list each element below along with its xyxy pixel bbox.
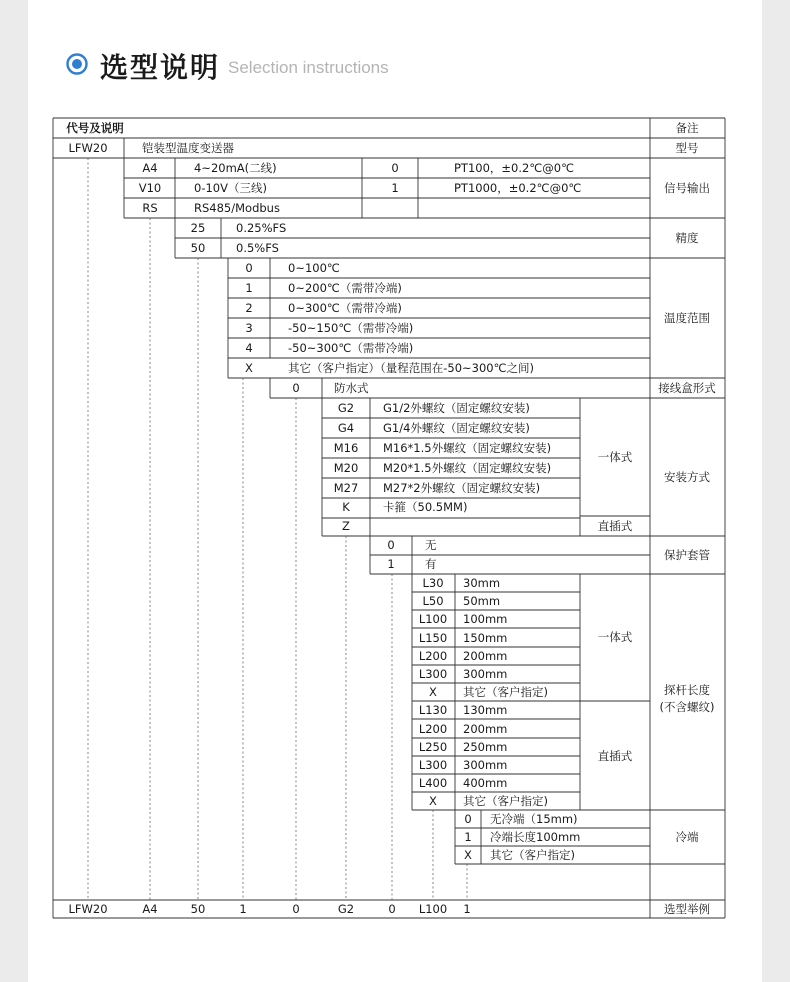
probe-code: L300 — [418, 667, 448, 681]
sleeve-code: 1 — [387, 557, 395, 571]
probe-note-sub: (不含螺纹) — [659, 700, 715, 714]
mounting-note: 安装方式 — [664, 470, 710, 484]
probe-desc: 其它（客户指定) — [463, 685, 548, 699]
probe-desc: 100mm — [463, 612, 508, 626]
mounting-desc: G1/2外螺纹（固定螺纹安装) — [383, 401, 530, 415]
page-title: 选型说明 — [100, 51, 221, 84]
temp-range-desc: 其它（客户指定）（量程范围在-50~300℃之间) — [288, 361, 535, 375]
temp-range-note: 温度范围 — [664, 311, 710, 325]
temp-range-code: 0 — [245, 261, 253, 275]
probe-group-integral: 一体式 — [597, 630, 633, 644]
probe-desc: 150mm — [463, 631, 508, 645]
accuracy-note: 精度 — [675, 231, 699, 245]
temp-range-desc: 0~200℃（需带冷端) — [288, 281, 402, 295]
temp-range-desc: -50~300℃（需带冷端) — [288, 341, 414, 355]
junction-box-desc: 防水式 — [334, 381, 369, 395]
mounting-desc: M16*1.5外螺纹（固定螺纹安装) — [383, 441, 552, 455]
cold-end-desc: 其它（客户指定) — [490, 848, 575, 862]
accuracy-code: 25 — [190, 221, 206, 235]
probe-desc: 400mm — [463, 776, 508, 790]
example-value: A4 — [142, 902, 158, 916]
column-header-code: 代号及说明 — [66, 121, 124, 135]
probe-group-insert: 直插式 — [597, 749, 633, 763]
probe-desc: 30mm — [463, 576, 501, 590]
mounting-desc: M27*2外螺纹（固定螺纹安装) — [383, 481, 541, 495]
signal-note: 信号输出 — [664, 181, 710, 195]
mounting-desc: 卡箍（50.5MM) — [383, 500, 468, 514]
mounting-desc: G1/4外螺纹（固定螺纹安装) — [383, 421, 530, 435]
signal-desc: RS485/Modbus — [194, 201, 280, 215]
probe-code: L150 — [418, 631, 448, 645]
temp-range-desc: 0~100℃ — [288, 261, 340, 275]
sleeve-desc: 有 — [425, 557, 437, 571]
sleeve-desc: 无 — [425, 538, 437, 552]
accuracy-desc: 0.25%FS — [236, 221, 287, 235]
model-code: LFW20 — [68, 141, 108, 155]
cold-end-code: 1 — [464, 830, 472, 844]
mounting-code: G4 — [337, 421, 355, 435]
signal-code: A4 — [142, 161, 158, 175]
probe-code: L130 — [418, 703, 448, 717]
sensor-code: 0 — [391, 161, 399, 175]
sensor-desc: PT100，±0.2℃@0℃ — [454, 161, 574, 175]
probe-code: L300 — [418, 758, 448, 772]
cold-end-desc: 冷端长度100mm — [490, 830, 581, 844]
temp-range-code: X — [245, 361, 253, 375]
probe-note: 探杆长度 — [664, 683, 710, 697]
cold-end-desc: 无冷端（15mm) — [490, 812, 578, 826]
temp-range-desc: 0~300℃（需带冷端) — [288, 301, 402, 315]
sensor-code: 1 — [391, 181, 399, 195]
model-note: 型号 — [675, 141, 699, 155]
probe-desc: 50mm — [463, 594, 501, 608]
probe-code: L100 — [418, 612, 448, 626]
accuracy-desc: 0.5%FS — [236, 241, 279, 255]
example-value: 1 — [463, 902, 471, 916]
probe-desc: 300mm — [463, 667, 508, 681]
example-value: L100 — [418, 902, 448, 916]
temp-range-code: 1 — [245, 281, 253, 295]
temp-range-desc: -50~150℃（需带冷端) — [288, 321, 414, 335]
mounting-code: M16 — [333, 441, 359, 455]
temp-range-code: 2 — [245, 301, 253, 315]
junction-box-code: 0 — [292, 381, 300, 395]
probe-code: L30 — [422, 576, 444, 590]
probe-desc: 300mm — [463, 758, 508, 772]
mounting-code: K — [342, 500, 350, 514]
signal-code: RS — [142, 201, 158, 215]
cold-end-note: 冷端 — [675, 830, 699, 844]
probe-code: L200 — [418, 722, 448, 736]
example-note: 选型举例 — [664, 902, 710, 916]
junction-box-note: 接线盒形式 — [658, 381, 716, 395]
mounting-code: Z — [342, 519, 350, 533]
cold-end-code: 0 — [464, 812, 472, 826]
cold-end-code: X — [464, 848, 472, 862]
sleeve-note: 保护套管 — [664, 548, 710, 562]
mounting-group-insert: 直插式 — [597, 519, 633, 533]
example-value: 0 — [388, 902, 396, 916]
probe-desc: 其它（客户指定) — [463, 794, 548, 808]
model-desc: 铠装型温度变送器 — [142, 141, 234, 155]
probe-code: X — [429, 794, 437, 808]
probe-desc: 250mm — [463, 740, 508, 754]
example-value: 1 — [239, 902, 247, 916]
temp-range-code: 4 — [245, 341, 253, 355]
probe-code: X — [429, 685, 437, 699]
example-value: 50 — [190, 902, 206, 916]
probe-code: L200 — [418, 649, 448, 663]
example-value: LFW20 — [68, 902, 108, 916]
signal-code: V10 — [138, 181, 162, 195]
probe-code: L400 — [418, 776, 448, 790]
accuracy-code: 50 — [190, 241, 206, 255]
mounting-desc: M20*1.5外螺纹（固定螺纹安装) — [383, 461, 552, 475]
probe-desc: 130mm — [463, 703, 508, 717]
sleeve-code: 0 — [387, 538, 395, 552]
mounting-code: M27 — [333, 481, 359, 495]
mounting-group-integral: 一体式 — [597, 450, 633, 464]
sensor-desc: PT1000，±0.2℃@0℃ — [454, 181, 582, 195]
probe-desc: 200mm — [463, 722, 508, 736]
mounting-code: G2 — [337, 401, 355, 415]
temp-range-code: 3 — [245, 321, 253, 335]
page-subtitle: Selection instructions — [228, 58, 389, 77]
probe-code: L50 — [422, 594, 444, 608]
signal-desc: 4~20mA(二线) — [194, 161, 277, 175]
probe-desc: 200mm — [463, 649, 508, 663]
example-value: 0 — [292, 902, 300, 916]
signal-desc: 0-10V（三线) — [194, 181, 267, 195]
mounting-code: M20 — [333, 461, 359, 475]
probe-code: L250 — [418, 740, 448, 754]
example-value: G2 — [337, 902, 355, 916]
column-header-note: 备注 — [675, 121, 699, 135]
